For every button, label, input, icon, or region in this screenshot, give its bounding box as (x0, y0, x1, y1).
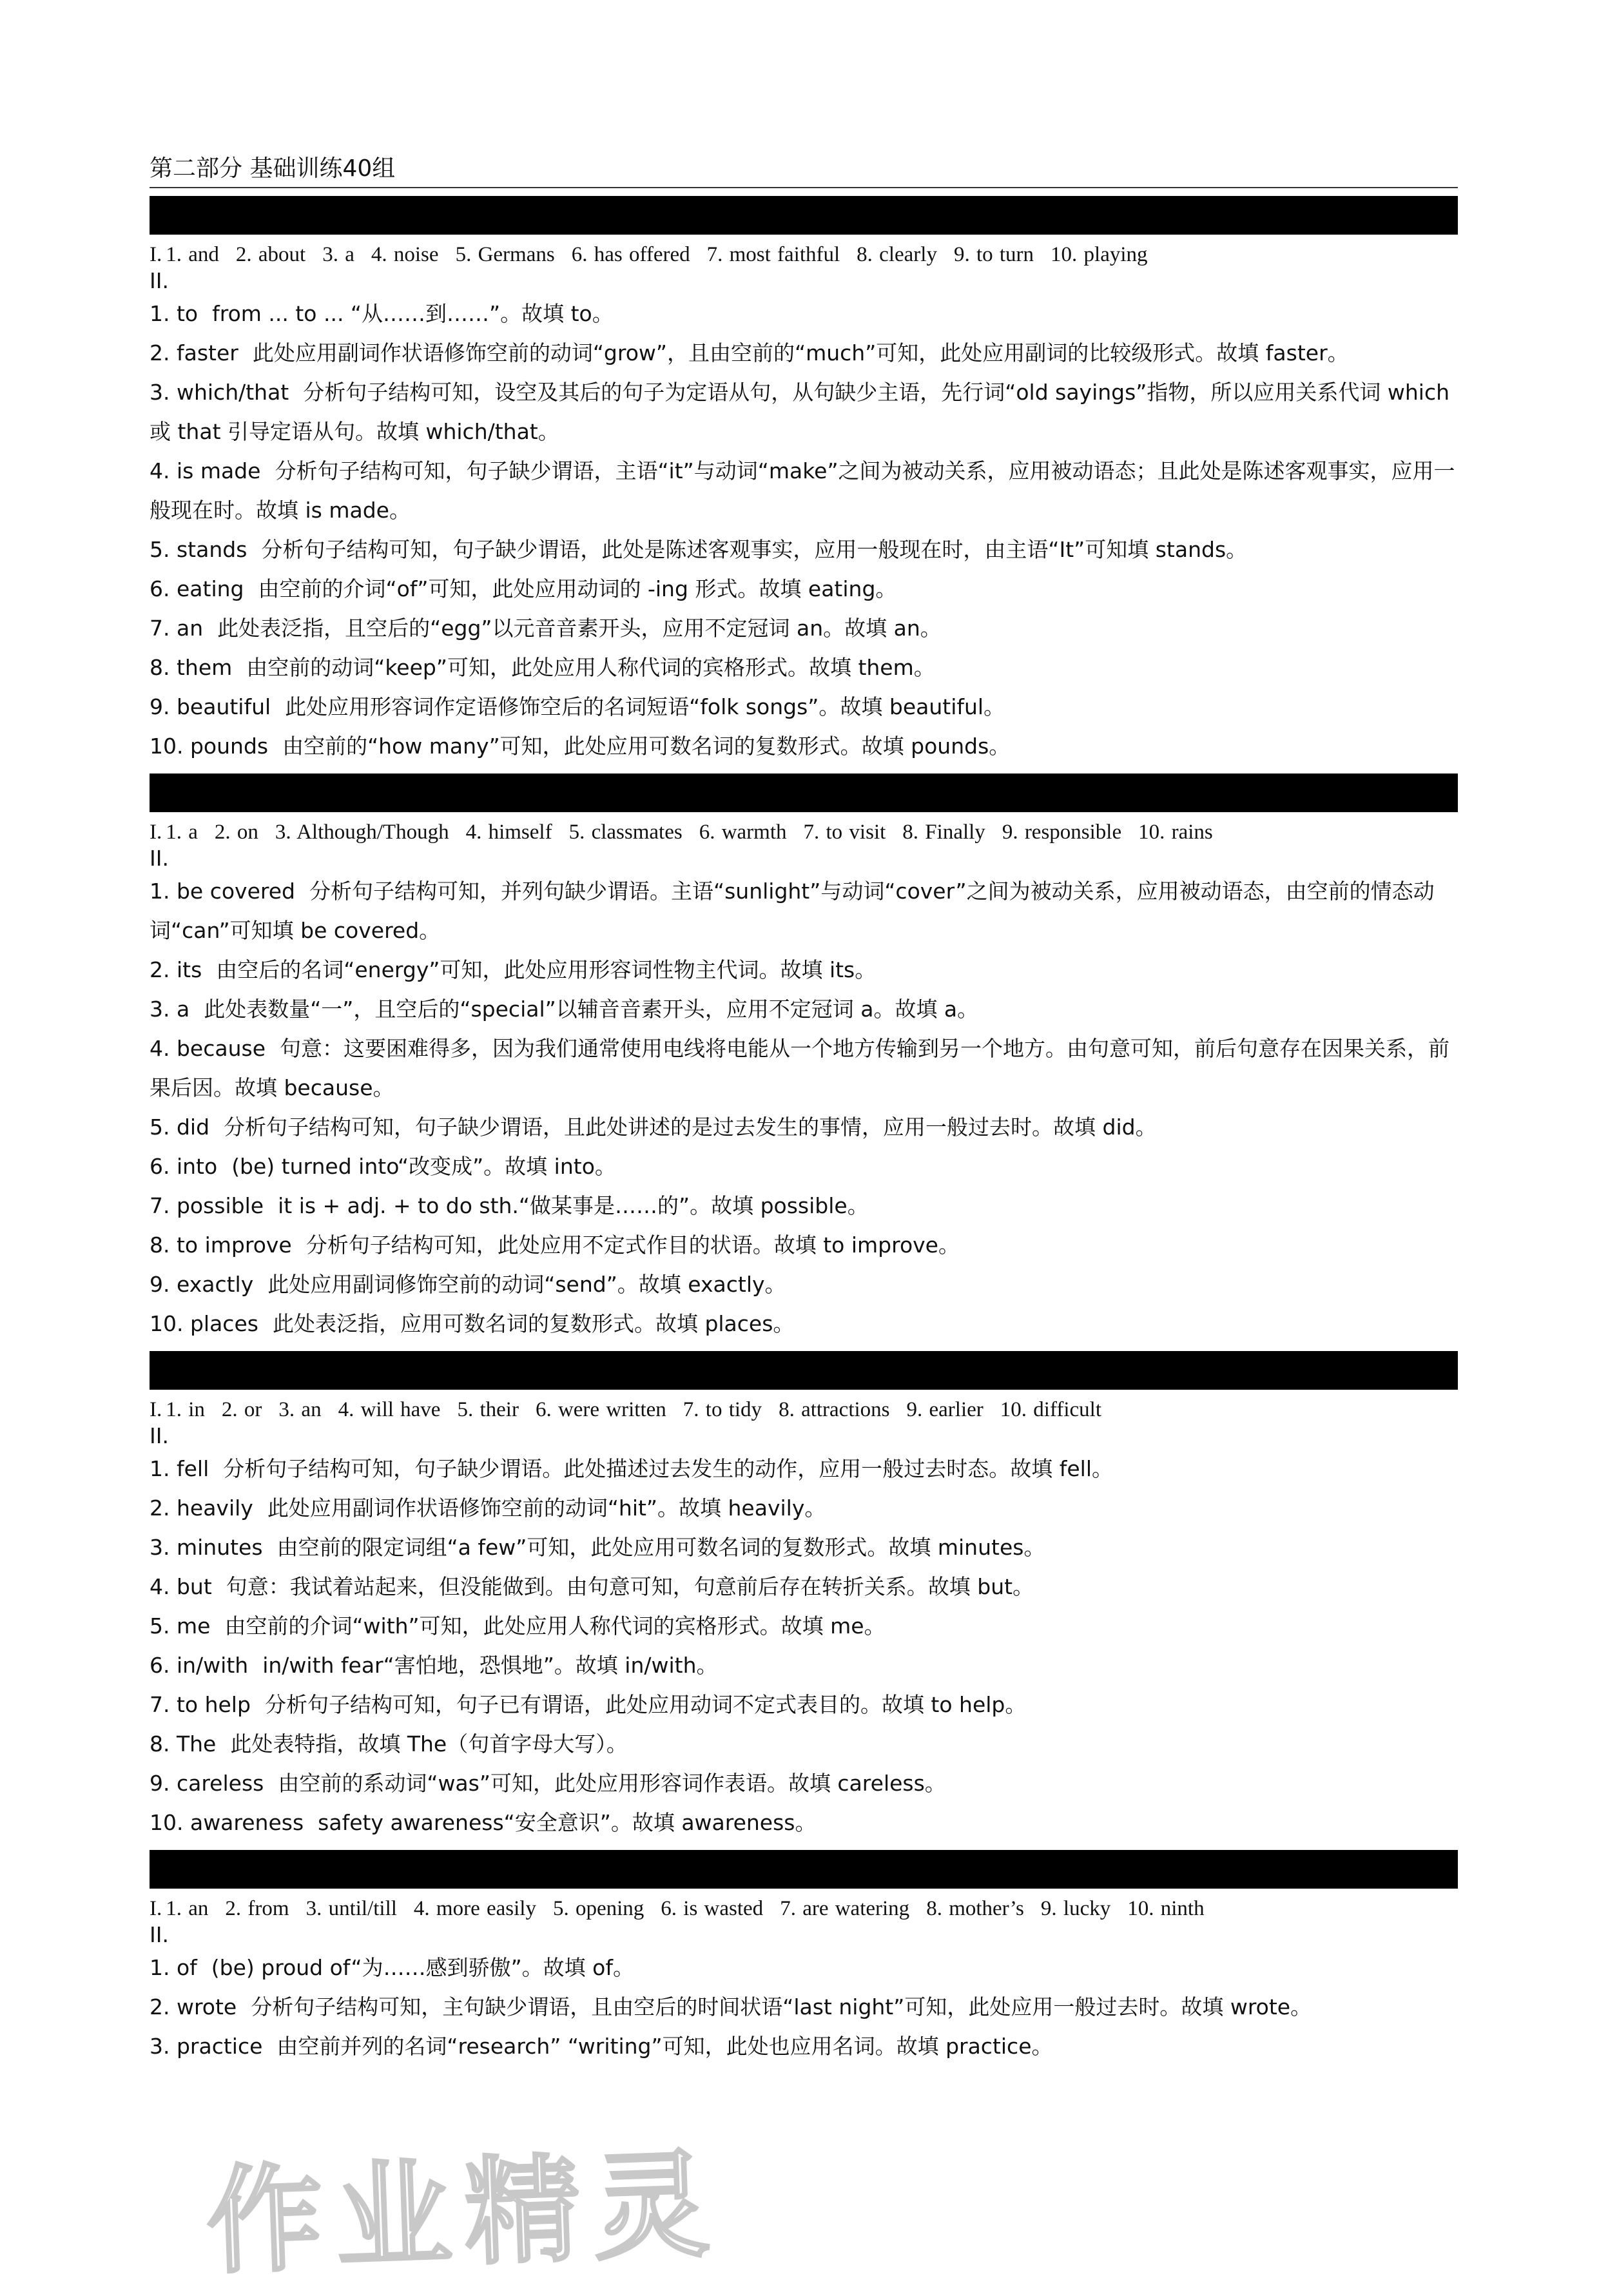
answer-item (150, 1685, 1458, 1724)
answer-explanation: 由空前的系动词“was”可知，此处应用形容词作表语。故填 careless。 (278, 1771, 946, 1796)
mcq-answer-row (150, 1895, 1458, 1922)
answer-explanation: 分析句子结构可知，句子缺少谓语。此处描述过去发生的动作，应用一般过去时态。故填 fell。 (223, 1456, 1113, 1481)
part-two-label: II. (150, 268, 169, 293)
answer-item (150, 1987, 1458, 2027)
answer-explanation: 由空前的“how many”可知，此处应用可数名词的复数形式。故填 pounds。 (282, 734, 1011, 759)
answer-explanation: safety awareness“安全意识”。故填 awareness。 (318, 1810, 817, 1835)
answer-key: 5. did (150, 1114, 210, 1140)
mcq-answer: 8. clearly (857, 243, 937, 266)
answer-item (150, 1304, 1458, 1343)
answer-key: 1. to (150, 301, 199, 326)
mcq-answer: 5. Germans (455, 243, 555, 266)
answer-explanation: 分析句子结构可知，此处应用不定式作目的状语。故填 to improve。 (305, 1232, 960, 1258)
answer-explanation: 分析句子结构可知，并列句缺少谓语。主语“sunlight”与动词“cover”之间为被动关系，应用被动语态，由空前的情态动词“can”可知填 be covered。 (150, 879, 1435, 943)
part-two-label: II. (150, 1423, 169, 1448)
answer-key: 5. me (150, 1613, 211, 1639)
answer-explanation: 分析句子结构可知，句子缺少谓语，主语“it”与动词“make”之间为被动关系，应用被动语态；且此处是陈述客观事实，应用一般现在时。故填 is made。 (150, 458, 1455, 523)
answer-key: 9. careless (150, 1771, 264, 1796)
mcq-answer-row (150, 819, 1458, 846)
answer-explanation: 分析句子结构可知，设空及其后的句子为定语从句，从句缺少主语，先行词“old sayings”指物，所以应用关系代词 which 或 that 引导定语从句。故填 which/that。 (150, 380, 1450, 444)
answer-key: 7. to help (150, 1692, 251, 1717)
mcq-answer: 4. noise (371, 243, 439, 266)
answer-explanation: 句意：我试着站起来，但没能做到。由句意可知，句意前后存在转折关系。故填 but。 (226, 1574, 1034, 1599)
answer-key: 8. The (150, 1731, 217, 1756)
answer-item (150, 1225, 1458, 1265)
mcq-answer: 5. their (457, 1398, 519, 1421)
mcq-answer: 7. to visit (803, 821, 886, 844)
answer-explanation: 此处应用形容词作定语修饰空后的名词短语“folk songs”。故填 beautiful。 (285, 694, 1005, 719)
answer-key: 10. awareness (150, 1810, 304, 1835)
mcq-answer: 6. has offered (571, 243, 690, 266)
answer-key: 10. pounds (150, 734, 269, 759)
mcq-prefix: I. (150, 243, 162, 266)
answer-explanation: 此处表特指，故填 The（句首字母大写）。 (230, 1731, 628, 1756)
mcq-answer-row (150, 1396, 1458, 1423)
answer-key: 7. an (150, 616, 204, 641)
answer-key: 1. of (150, 1955, 197, 1980)
mcq-answer: 3. Although/Though (275, 821, 449, 844)
answer-explanation: 由空后的名词“energy”可知，此处应用形容词性物主代词。故填 its。 (216, 957, 877, 982)
answer-key: 10. places (150, 1311, 258, 1336)
mcq-answer: 7. to tidy (683, 1398, 762, 1421)
section-title-bar (150, 196, 1458, 235)
answer-key: 7. possible (150, 1193, 264, 1218)
mcq-answer: 5. opening (552, 1897, 644, 1920)
mcq-answer: 1. an (166, 1897, 209, 1920)
mcq-answer: 1. and (166, 243, 219, 266)
mcq-answer: 9. to turn (953, 243, 1034, 266)
answer-explanation: 此处表泛指，且空后的“egg”以元音音素开头，应用不定冠词 an。故填 an。 (217, 616, 942, 641)
mcq-answer: 8. attractions (779, 1398, 890, 1421)
section-title-bar (150, 1850, 1458, 1889)
mcq-answer: 10. difficult (1000, 1398, 1101, 1421)
answer-item (150, 530, 1458, 569)
answer-item (150, 451, 1458, 530)
mcq-answer: 9. earlier (906, 1398, 984, 1421)
answer-item (150, 1764, 1458, 1803)
answer-item (150, 687, 1458, 726)
answer-item (150, 1528, 1458, 1567)
answer-item (150, 333, 1458, 373)
mcq-answer: 2. about (235, 243, 306, 266)
answer-explanation: 由空前并列的名词“research” “writing”可知，此处也应用名词。故填 practice。 (276, 2034, 1053, 2059)
answer-key: 1. fell (150, 1456, 209, 1481)
section-title-bar (150, 1351, 1458, 1390)
watermark: 作业精灵 (204, 2137, 724, 2290)
answer-key: 5. stands (150, 537, 247, 562)
answer-item (150, 1147, 1458, 1186)
answer-key: 3. practice (150, 2034, 263, 2059)
answer-explanation: 此处表数量“一”，且空后的“special”以辅音音素开头，应用不定冠词 a。故填 a。 (204, 997, 979, 1022)
answer-item (150, 294, 1458, 333)
answer-key: 2. heavily (150, 1495, 253, 1521)
answer-item (150, 373, 1458, 451)
answer-key: 4. is made (150, 458, 261, 483)
answer-explanation: (be) proud of“为……感到骄傲”。故填 of。 (211, 1955, 634, 1980)
answer-key: 6. in/with (150, 1653, 249, 1678)
answer-item (150, 1948, 1458, 1987)
answer-item (150, 569, 1458, 608)
mcq-answer: 1. a (166, 821, 198, 844)
answer-explanation: 分析句子结构可知，句子缺少谓语，且此处讲述的是过去发生的事情，应用一般过去时。故填 did。 (224, 1114, 1157, 1140)
mcq-answer: 1. in (166, 1398, 205, 1421)
mcq-answer: 9. lucky (1040, 1897, 1111, 1920)
mcq-answer: 3. an (278, 1398, 322, 1421)
answer-explanation: 分析句子结构可知，主句缺少谓语，且由空后的时间状语“last night”可知，此处应用一般过去时。故填 wrote。 (251, 1994, 1312, 2019)
answer-item (150, 608, 1458, 648)
answer-item (150, 648, 1458, 687)
answer-explanation: 此处表泛指，应用可数名词的复数形式。故填 places。 (272, 1311, 795, 1336)
answer-item (150, 1029, 1458, 1107)
document-page (150, 148, 1458, 2066)
mcq-answer: 10. ninth (1127, 1897, 1205, 1920)
answer-explanation: 由空前的介词“with”可知，此处应用人称代词的宾格形式。故填 me。 (224, 1613, 886, 1639)
answer-explanation: from ... to ... “从……到……”。故填 to。 (212, 301, 614, 326)
answer-explanation: in/with fear“害怕地，恐惧地”。故填 in/with。 (262, 1653, 718, 1678)
answer-key: 1. be covered (150, 879, 295, 904)
mcq-answer: 9. responsible (1002, 821, 1122, 844)
answer-item (150, 1488, 1458, 1528)
mcq-answer: 2. or (221, 1398, 262, 1421)
answer-item (150, 989, 1458, 1029)
answer-key: 8. to improve (150, 1232, 292, 1258)
answer-explanation: (be) turned into“改变成”。故填 into。 (231, 1154, 616, 1179)
answer-key: 3. minutes (150, 1535, 263, 1560)
mcq-answer: 7. are watering (780, 1897, 910, 1920)
answer-item (150, 1803, 1458, 1842)
mcq-answer: 4. more easily (413, 1897, 536, 1920)
answer-sections (150, 196, 1458, 2066)
answer-item (150, 1186, 1458, 1225)
mcq-answer: 4. will have (338, 1398, 441, 1421)
mcq-prefix: I. (150, 821, 162, 844)
answer-key: 9. beautiful (150, 694, 271, 719)
answer-explanation: 由空前的动词“keep”可知，此处应用人称代词的宾格形式。故填 them。 (246, 655, 935, 680)
mcq-answer: 10. rains (1138, 821, 1213, 844)
answer-item (150, 1449, 1458, 1488)
part-two-label: II. (150, 1922, 169, 1947)
answer-item (150, 2027, 1458, 2066)
mcq-answer: 7. most faithful (706, 243, 840, 266)
answer-explanation: 此处应用副词作状语修饰空前的动词“hit”。故填 heavily。 (267, 1495, 826, 1521)
answer-key: 3. which/that (150, 380, 289, 405)
mcq-answer: 8. Finally (902, 821, 985, 844)
answer-item (150, 1107, 1458, 1147)
answer-key: 6. eating (150, 576, 244, 601)
answer-item (150, 1265, 1458, 1304)
mcq-prefix: I. (150, 1398, 162, 1421)
mcq-answer: 2. from (225, 1897, 289, 1920)
answer-explanation: 由空前的限定词组“a few”可知，此处应用可数名词的复数形式。故填 minutes。 (276, 1535, 1045, 1560)
answer-item (150, 1724, 1458, 1764)
answer-explanation: 句意：这要困难得多，因为我们通常使用电线将电能从一个地方传输到另一个地方。由句意可知，前后句意存在因果关系，前果后因。故填 because。 (150, 1036, 1450, 1100)
answer-key: 3. a (150, 997, 190, 1022)
section-title-bar (150, 773, 1458, 812)
mcq-answer: 3. until/till (305, 1897, 397, 1920)
answer-item (150, 726, 1458, 766)
mcq-answer: 4. himself (465, 821, 552, 844)
page-header: 第二部分 基础训练40组 (150, 148, 1458, 188)
answer-key: 2. its (150, 957, 202, 982)
answer-explanation: 分析句子结构可知，句子已有谓语，此处应用动词不定式表目的。故填 to help。 (264, 1692, 1027, 1717)
answer-explanation: 此处应用副词作状语修饰空前的动词“grow”，且由空前的“much”可知，此处应用副词的比较级形式。故填 faster。 (252, 340, 1349, 365)
mcq-answer: 8. mother’s (926, 1897, 1024, 1920)
mcq-answer: 3. a (322, 243, 354, 266)
answer-item (150, 1567, 1458, 1606)
mcq-answer: 5. classmates (568, 821, 683, 844)
answer-explanation: 此处应用副词修饰空前的动词“send”。故填 exactly。 (267, 1272, 786, 1297)
answer-item (150, 871, 1458, 950)
part-two-label: II. (150, 846, 169, 871)
answer-item (150, 1646, 1458, 1685)
answer-key: 6. into (150, 1154, 218, 1179)
answer-key: 9. exactly (150, 1272, 254, 1297)
mcq-answer: 2. on (214, 821, 258, 844)
answer-key: 2. faster (150, 340, 238, 365)
answer-key: 8. them (150, 655, 233, 680)
mcq-prefix: I. (150, 1897, 162, 1920)
mcq-answer: 6. were written (535, 1398, 666, 1421)
answer-key: 4. because (150, 1036, 266, 1061)
mcq-answer: 6. is wasted (661, 1897, 764, 1920)
mcq-answer: 10. playing (1051, 243, 1148, 266)
answer-key: 2. wrote (150, 1994, 237, 2019)
answer-explanation: it is + adj. + to do sth.“做某事是……的”。故填 possible。 (278, 1193, 869, 1218)
answer-item (150, 950, 1458, 989)
answer-explanation: 分析句子结构可知，句子缺少谓语，此处是陈述客观事实，应用一般现在时，由主语“It”可知填 stands。 (261, 537, 1248, 562)
answer-item (150, 1606, 1458, 1646)
answer-key: 4. but (150, 1574, 212, 1599)
mcq-answer-row (150, 241, 1458, 268)
mcq-answer: 6. warmth (699, 821, 787, 844)
answer-explanation: 由空前的介词“of”可知，此处应用动词的 -ing 形式。故填 eating。 (258, 576, 897, 601)
